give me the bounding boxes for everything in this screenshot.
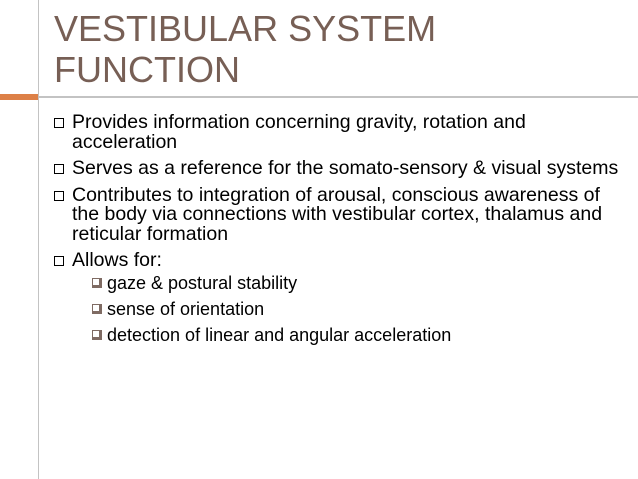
title-line-2: FUNCTION xyxy=(54,49,240,90)
bullet-item-allows-for xyxy=(54,251,626,344)
bullet-item-reference xyxy=(54,159,626,179)
accent-bar xyxy=(0,94,38,100)
hollow-square-icon xyxy=(54,256,64,266)
sub-bullet-item-acceleration xyxy=(72,326,626,344)
bullet-text: Contributes to integration of arousal, conscious awareness of the body via connections with vestibular cortex, thalamus and reticular formation xyxy=(72,183,603,245)
slide-title xyxy=(54,8,436,90)
square-bullet-icon xyxy=(92,330,102,340)
sub-bullet-list xyxy=(72,274,626,344)
title-line-1: VESTIBULAR SYSTEM xyxy=(54,8,437,49)
sub-bullet-text: detection of linear and angular acceleration xyxy=(107,324,452,345)
bullet-text: Serves as a reference for the somato-sensory & visual systems xyxy=(72,157,619,179)
hollow-square-icon xyxy=(54,164,64,174)
left-divider-line xyxy=(38,0,39,479)
hollow-square-icon xyxy=(54,191,64,201)
bullet-list xyxy=(54,113,626,352)
hollow-square-icon xyxy=(54,118,64,128)
bullet-text: Provides information concerning gravity, rotation and acceleration xyxy=(72,111,526,153)
square-bullet-icon xyxy=(92,304,102,314)
bullet-text: Allows for: xyxy=(72,249,162,271)
bullet-item-gravity xyxy=(54,113,626,152)
title-underline xyxy=(38,96,638,98)
sub-bullet-item-orientation xyxy=(72,300,626,318)
bullet-item-integration xyxy=(54,183,626,245)
sub-bullet-item-gaze xyxy=(72,274,626,292)
sub-bullet-text: sense of orientation xyxy=(107,298,265,319)
sub-bullet-text: gaze & postural stability xyxy=(107,272,298,293)
square-bullet-icon xyxy=(92,278,102,288)
